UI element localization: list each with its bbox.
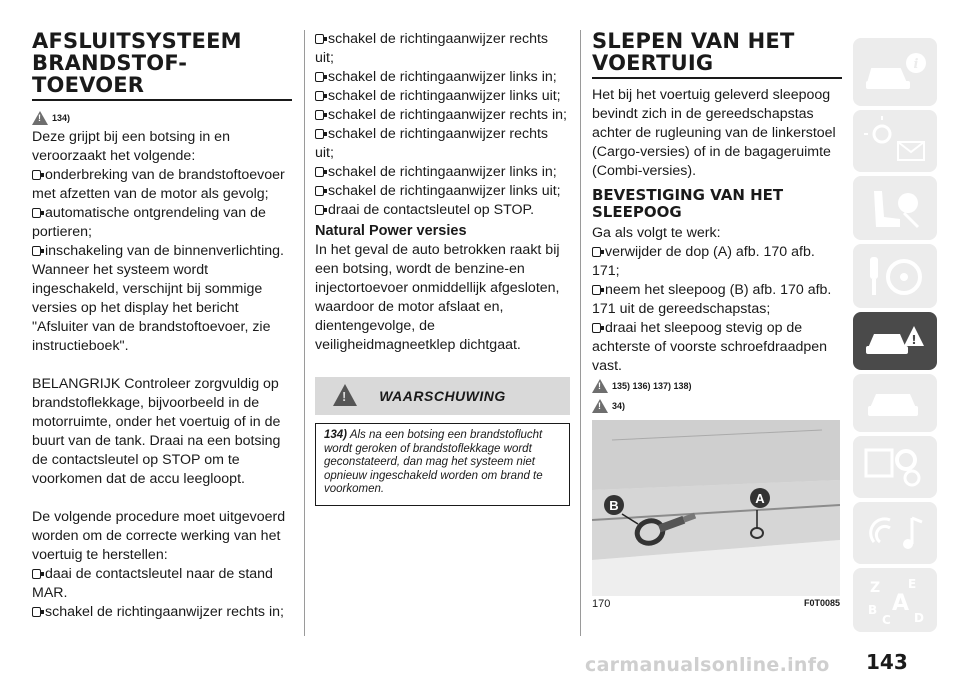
bullet-icon xyxy=(315,129,324,139)
warning-triangle-icon xyxy=(592,399,608,413)
list-item: onderbreking van de brandstoftoevoer met afzetten van de motor als gevolg; xyxy=(32,167,285,202)
subheading-tow-eye: BEVESTIGING VAN HET SLEEPOOG xyxy=(592,186,784,221)
section-title-towing: SLEPEN VAN HET VOERTUIG xyxy=(592,29,795,75)
car-info-icon xyxy=(860,47,930,97)
bullet-icon xyxy=(32,208,41,218)
warning-triangle-icon xyxy=(333,384,357,406)
svg-text:A: A xyxy=(892,591,910,616)
column-fuel-cutoff xyxy=(32,30,292,622)
sidebar-maintenance[interactable] xyxy=(853,374,937,432)
list-item: inschakeling van de binnenverlichting. xyxy=(32,242,292,261)
intro-text: Het bij het voertuig geleverd sleepoog bevindt zich in de gereedschapstas achter de rugleuning van de linkerstoel (Cargo-versies) of in de bagageruimte (Combi-versies). xyxy=(592,87,836,179)
svg-text:i: i xyxy=(913,57,919,72)
bullet-icon xyxy=(592,323,601,333)
bullet-icon xyxy=(592,285,601,295)
warning-number: 134) xyxy=(324,429,348,441)
bullet-icon xyxy=(32,170,41,180)
paragraph: In het geval de auto betrokken raakt bij een botsing, wordt de benzine-en injectortoevoer onmiddellijk afgesloten, waardoor de motor afslaat en, dientengevolge, de veiligheidmagneetklep dichtgaat. xyxy=(315,242,560,353)
column-divider xyxy=(304,30,305,636)
list-item: schakel de richtingaanwijzer links uit; xyxy=(315,182,570,201)
label-a: A xyxy=(755,491,765,506)
seat-airbag-icon xyxy=(860,183,930,233)
section-title-fuel-cutoff: AFSLUITSYSTEEM BRANDSTOF- TOEVOER xyxy=(32,29,242,97)
bullet-icon xyxy=(315,205,324,215)
figure-caption xyxy=(592,598,840,610)
list-item: daai de contactsleutel naar de stand MAR. xyxy=(32,566,273,601)
figure-tow-eye xyxy=(592,420,840,596)
list-item: draai de contactsleutel op STOP. xyxy=(315,201,570,220)
warning-reference: ! 135) 136) 137) 138) xyxy=(592,376,842,396)
paragraph: Wanneer het systeem wordt ingeschakeld, verschijnt bij sommige versies op het display het bericht "Afsluiter van de brandstoftoevoer, zie instructieboek". xyxy=(32,262,271,354)
svg-text:D: D xyxy=(914,611,924,625)
sidebar-index[interactable] xyxy=(853,568,937,632)
svg-text:!: ! xyxy=(911,333,917,347)
list-item: draai het sleepoog stevig op de achterste of voorste schroefdraadpen vast. xyxy=(592,320,828,374)
title-rule xyxy=(32,99,292,101)
bullet-icon xyxy=(315,186,324,196)
car-emergency-icon xyxy=(860,318,930,364)
list-item: schakel de richtingaanwijzer links in; xyxy=(315,163,570,182)
list-item: neem het sleepoog (B) afb. 170 afb. 171 uit de gereedschapstas; xyxy=(592,282,832,317)
car-specs-gears-icon xyxy=(860,442,930,492)
page-number: 143 xyxy=(866,650,908,674)
bullet-icon xyxy=(315,167,324,177)
list-item: schakel de richtingaanwijzer rechts uit; xyxy=(315,126,549,161)
sidebar-emergency[interactable] xyxy=(853,312,937,370)
car-service-icon xyxy=(860,380,930,426)
warning-triangle-icon xyxy=(32,111,48,125)
column-divider xyxy=(580,30,581,636)
index-abc-icon xyxy=(860,574,930,626)
list-item: schakel de richtingaanwijzer rechts in; xyxy=(32,603,292,622)
bullet-icon xyxy=(32,246,41,256)
bullet-icon xyxy=(315,91,324,101)
list-item: schakel de richtingaanwijzer rechts uit; xyxy=(315,31,549,66)
warning-triangle-icon xyxy=(592,379,608,393)
svg-text:Z: Z xyxy=(870,580,881,596)
multimedia-icon xyxy=(860,508,930,558)
subheading-natural-power: Natural Power versies xyxy=(315,223,467,239)
warning-title: WAARSCHUWING xyxy=(379,388,506,404)
svg-text:C: C xyxy=(882,613,891,626)
key-steering-icon xyxy=(860,251,930,301)
bullet-icon xyxy=(32,569,41,579)
list-item: schakel de richtingaanwijzer rechts in; xyxy=(315,106,570,125)
warning-reference: ! 134) xyxy=(32,108,292,128)
warning-box xyxy=(315,423,570,506)
sidebar-technical-data[interactable] xyxy=(853,436,937,498)
sidebar-multimedia[interactable] xyxy=(853,502,937,564)
important-paragraph: BELANGRIJK Controleer zorgvuldig op brandstoflekkage, bijvoorbeeld in de motorruimte, onder het voertuig of in de buurt van de tank. Draai na een botsing de contactsleutel op STOP om te voorkomen dat de accu leegloopt. xyxy=(32,376,281,487)
list-item: schakel de richtingaanwijzer links uit; xyxy=(315,87,570,106)
watermark: carmanualsonline.info xyxy=(585,654,830,676)
label-b: B xyxy=(609,498,619,513)
tow-eye-illustration xyxy=(592,420,840,596)
sidebar-safety[interactable] xyxy=(853,176,937,240)
warning-text: Als na een botsing een brandstoflucht wordt geroken of brandstoflekkage wordt geconstateerd, dan mag het systeem niet opnieuw ingeschakeld worden om brand te voorkomen. xyxy=(324,429,543,495)
intro-text: Deze grijpt bij een botsing in en veroorzaakt het volgende: xyxy=(32,129,230,164)
svg-text:E: E xyxy=(908,577,917,591)
bullet-icon xyxy=(32,607,41,617)
title-rule xyxy=(592,77,842,79)
sidebar-warning-lights[interactable] xyxy=(853,110,937,172)
list-item: schakel de richtingaanwijzer links in; xyxy=(315,68,570,87)
sidebar-car-info[interactable] xyxy=(853,38,937,106)
warning-lights-icon xyxy=(860,116,930,166)
paragraph: De volgende procedure moet uitgevoerd worden om de correcte werking van het voertuig te herstellen: xyxy=(32,509,286,563)
sidebar-start-drive[interactable] xyxy=(853,244,937,308)
list-item: automatische ontgrendeling van de portieren; xyxy=(32,205,266,240)
column-towing xyxy=(592,30,842,610)
list-item: verwijder de dop (A) afb. 170 afb. 171; xyxy=(592,244,815,279)
bullet-icon xyxy=(592,247,601,257)
paragraph: Ga als volgt te werk: xyxy=(592,225,721,241)
column-fuel-cutoff-continued xyxy=(315,30,570,506)
bullet-icon xyxy=(315,72,324,82)
figure-number: 170 xyxy=(592,598,611,610)
svg-text:B: B xyxy=(868,603,878,617)
warning-reference: ! 34) xyxy=(592,396,842,416)
figure-code: F0T0085 xyxy=(803,598,840,608)
warning-header xyxy=(315,377,570,415)
bullet-icon xyxy=(315,34,324,44)
bullet-icon xyxy=(315,110,324,120)
